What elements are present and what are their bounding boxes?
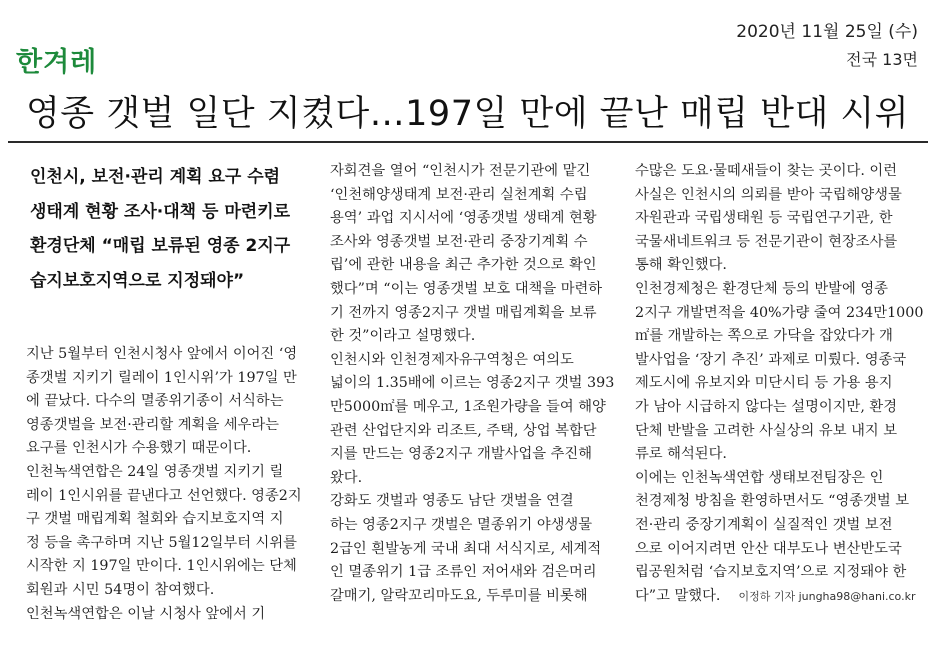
- body-text-line: ‘인천해양생태계 보전·관리 실천계획 수립: [330, 186, 588, 203]
- body-text-line: 류로 해석된다.: [635, 446, 727, 463]
- body-text-line: 하는 영종2지구 갯벌은 멸종위기 야생생물: [330, 516, 593, 533]
- body-text-line: 용역’ 과업 지시서에 ‘영종갯벌 생태계 현황: [330, 210, 597, 227]
- edition-page: 전국 13면: [846, 50, 918, 69]
- body-text-line: 넓이의 1.35배에 이르는 영종2지구 갯벌 393: [330, 375, 615, 392]
- body-text-line: 자원관과 국립생태원 등 국립연구기관, 한: [635, 210, 893, 227]
- body-text-line: 한 것”이라고 설명했다.: [330, 328, 476, 345]
- body-text-line: 으로 이어지려면 안산 대부도나 변산반도국: [635, 540, 902, 557]
- body-text-line: 단체 반발을 고려한 사실상의 유보 내지 보: [635, 422, 898, 439]
- body-text-line: 수많은 도요·물떼새들이 찾는 곳이다. 이런: [635, 163, 898, 179]
- body-text-line: 영종갯벌을 보전·관리할 계획을 세우라는: [26, 416, 279, 433]
- body-text-line: 인천경제청은 환경단체 등의 반발에 영종: [635, 280, 888, 297]
- body-text-line: 사실은 인천시의 의뢰를 받아 국립해양생물: [635, 186, 902, 203]
- body-text-segment: 다”고 말했다.: [635, 587, 721, 604]
- hani-logo: [16, 40, 128, 80]
- publication-date: 2020년 11월 25일 (수): [736, 22, 918, 42]
- body-text-line: 왔다.: [330, 469, 363, 486]
- body-text-line: 립공원처럼 ‘습지보호지역’으로 지정돼야 한: [635, 564, 907, 581]
- article-subhead: [30, 160, 310, 298]
- body-text-line: [635, 585, 925, 609]
- body-text-line: 2지구 개발면적을 40%가량 줄여 234만1000: [635, 304, 924, 321]
- body-text-line: 자회견을 열어 “인천시가 전문기관에 맡긴: [330, 163, 591, 179]
- reporter-byline: 이정하 기자 jungha98@hani.co.kr: [738, 589, 916, 603]
- body-text-line: 인천녹색연합은 24일 영종갯벌 지키기 릴: [26, 463, 284, 480]
- body-text-line: 립’에 관한 내용을 최근 추가한 것으로 확인: [330, 257, 597, 274]
- body-text-line: 강화도 갯벌과 영종도 남단 갯벌을 연결: [330, 493, 574, 510]
- article-headline: 영종 갯벌 일단 지켰다…197일 만에 끝난 매립 반대 시위: [26, 94, 910, 134]
- subhead-line: 생태계 현황 조사·대책 등 마련키로: [30, 201, 291, 222]
- body-text-line: 천경제청 방침을 환영하면서도 “영종갯벌 보: [635, 493, 910, 510]
- body-text-line: 레이 1인시위를 끝낸다고 선언했다. 영종2지: [26, 487, 302, 504]
- body-text-line: 통해 확인했다.: [635, 257, 727, 274]
- body-text-line: 2급인 흰발농게 국내 최대 서식지로, 세계적: [330, 540, 602, 557]
- body-text-line: 인 멸종위기 1급 조류인 저어새와 검은머리: [330, 564, 597, 581]
- body-column-2: [330, 160, 620, 608]
- body-text-line: 정 등을 촉구하며 지난 5월12일부터 시위를: [26, 534, 297, 551]
- body-text-line: 에 끝났다. 다수의 멸종위기종이 서식하는: [26, 393, 284, 410]
- body-text-line: 갈매기, 알락꼬리마도요, 두루미를 비롯해: [330, 587, 588, 604]
- body-text-line: ㎡를 개발하는 쪽으로 가닥을 잡았다가 개: [635, 328, 893, 345]
- body-text-line: 구 갯벌 매립계획 철회와 습지보호지역 지: [26, 511, 284, 528]
- body-text-line: 시작한 지 197일 만이다. 1인시위에는 단체: [26, 558, 297, 575]
- body-text-line: 전·관리 중장기계획이 실질적인 갯벌 보전: [635, 516, 893, 533]
- body-text-line: 이에는 인천녹색연합 생태보전팀장은 인: [635, 469, 884, 486]
- body-text-line: 종갯벌 지키기 릴레이 1인시위’가 197일 만: [26, 369, 297, 386]
- body-column-1: [26, 343, 316, 626]
- body-text-line: 국물새네트워크 등 전문기관이 현장조사를: [635, 233, 898, 250]
- logo-text: 한겨레: [16, 47, 98, 78]
- headline-divider: [8, 141, 928, 143]
- body-column-3: [635, 160, 925, 608]
- body-text-line: 발사업을 ‘장기 추진’ 과제로 미뤘다. 영종국: [635, 351, 907, 368]
- body-text-line: 만5000㎡를 메우고, 1조원가량을 들여 해양: [330, 398, 606, 415]
- body-text-line: 인천시와 인천경제자유구역청은 여의도: [330, 351, 574, 368]
- subhead-line: 인천시, 보전·관리 계획 요구 수렴: [30, 167, 281, 187]
- body-text-line: 인천녹색연합은 이날 시청사 앞에서 기: [26, 605, 266, 622]
- body-text-line: 했다”며 “이는 영종갯벌 보호 대책을 마련하: [330, 280, 603, 297]
- body-text-line: 제도시에 유보지와 미단시티 등 가용 용지: [635, 375, 893, 392]
- subhead-line: 습지보호지역으로 지정돼야”: [30, 270, 245, 291]
- body-text-line: 조사와 영종갯벌 보전·관리 중장기계획 수: [330, 233, 588, 250]
- body-text-line: 지를 만드는 영종2지구 개발사업을 추진해: [330, 446, 593, 463]
- body-text-line: 회원과 시민 54명이 참여했다.: [26, 581, 215, 598]
- body-text-line: 기 전까지 영종2지구 갯벌 매립계획을 보류: [330, 304, 597, 321]
- subhead-line: 환경단체 “매립 보류된 영종 2지구: [30, 236, 291, 256]
- body-text-line: 요구를 인천시가 수용했기 때문이다.: [26, 440, 252, 457]
- body-text-line: 관련 산업단지와 리조트, 주택, 상업 복합단: [330, 422, 597, 439]
- body-text-line: 가 남아 시급하지 않다는 설명이지만, 환경: [635, 398, 898, 415]
- body-text-line: 지난 5월부터 인천시청사 앞에서 이어진 ‘영: [26, 346, 298, 362]
